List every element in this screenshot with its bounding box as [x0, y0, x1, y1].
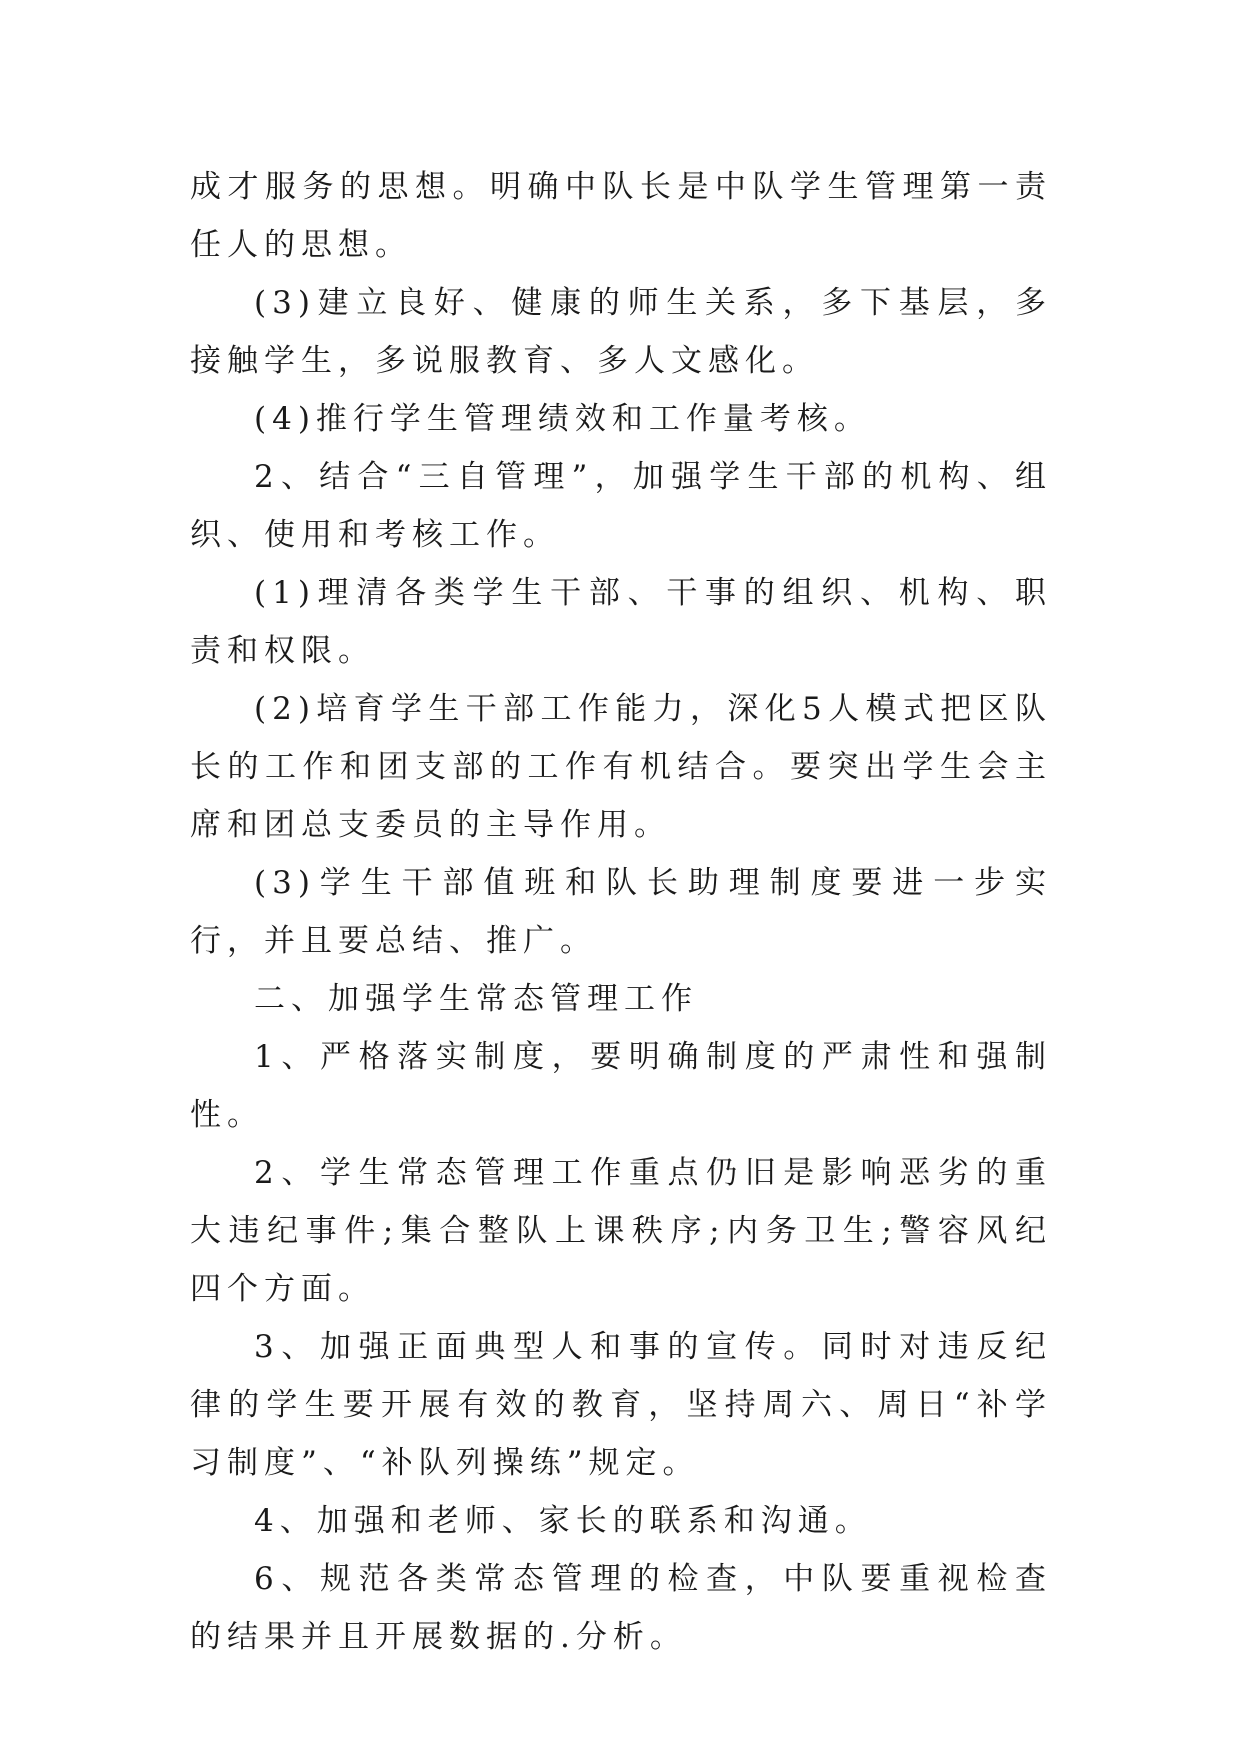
paragraph-6: (2)培育学生干部工作能力，深化5人模式把区队长的工作和团支部的工作有机结合。要突出学生会主席和团总支委员的主导作用。 [190, 691, 1052, 843]
paragraph-2: (3)建立良好、健康的师生关系，多下基层，多接触学生，多说服教育、多人文感化。 [190, 285, 1052, 379]
paragraph-12: 4、加强和老师、家长的联系和沟通。 [254, 1503, 872, 1539]
paragraph-10: 2、学生常态管理工作重点仍旧是影响恶劣的重大违纪事件;集合整队上课秩序;内务卫生;警容风纪四个方面。 [190, 1155, 1052, 1307]
paragraph-7: (3)学生干部值班和队长助理制度要进一步实行，并且要总结、推广。 [190, 865, 1052, 959]
paragraph-3: (4)推行学生管理绩效和工作量考核。 [254, 401, 871, 437]
section-heading: 二、加强学生常态管理工作 [254, 981, 698, 1017]
document-body [190, 158, 1052, 1666]
paragraph-9: 1、严格落实制度，要明确制度的严肃性和强制性。 [190, 1039, 1052, 1133]
paragraph-11: 3、加强正面典型人和事的宣传。同时对违反纪律的学生要开展有效的教育，坚持周六、周日“补学习制度”、“补队列操练”规定。 [190, 1329, 1052, 1481]
paragraph-13: 6、规范各类常态管理的检查，中队要重视检查的结果并且开展数据的.分析。 [190, 1561, 1052, 1655]
paragraph-4: 2、结合“三自管理”，加强学生干部的机构、组织、使用和考核工作。 [190, 459, 1052, 553]
paragraph-5: (1)理清各类学生干部、干事的组织、机构、职责和权限。 [190, 575, 1052, 669]
paragraph-1: 成才服务的思想。明确中队长是中队学生管理第一责任人的思想。 [190, 169, 1052, 263]
